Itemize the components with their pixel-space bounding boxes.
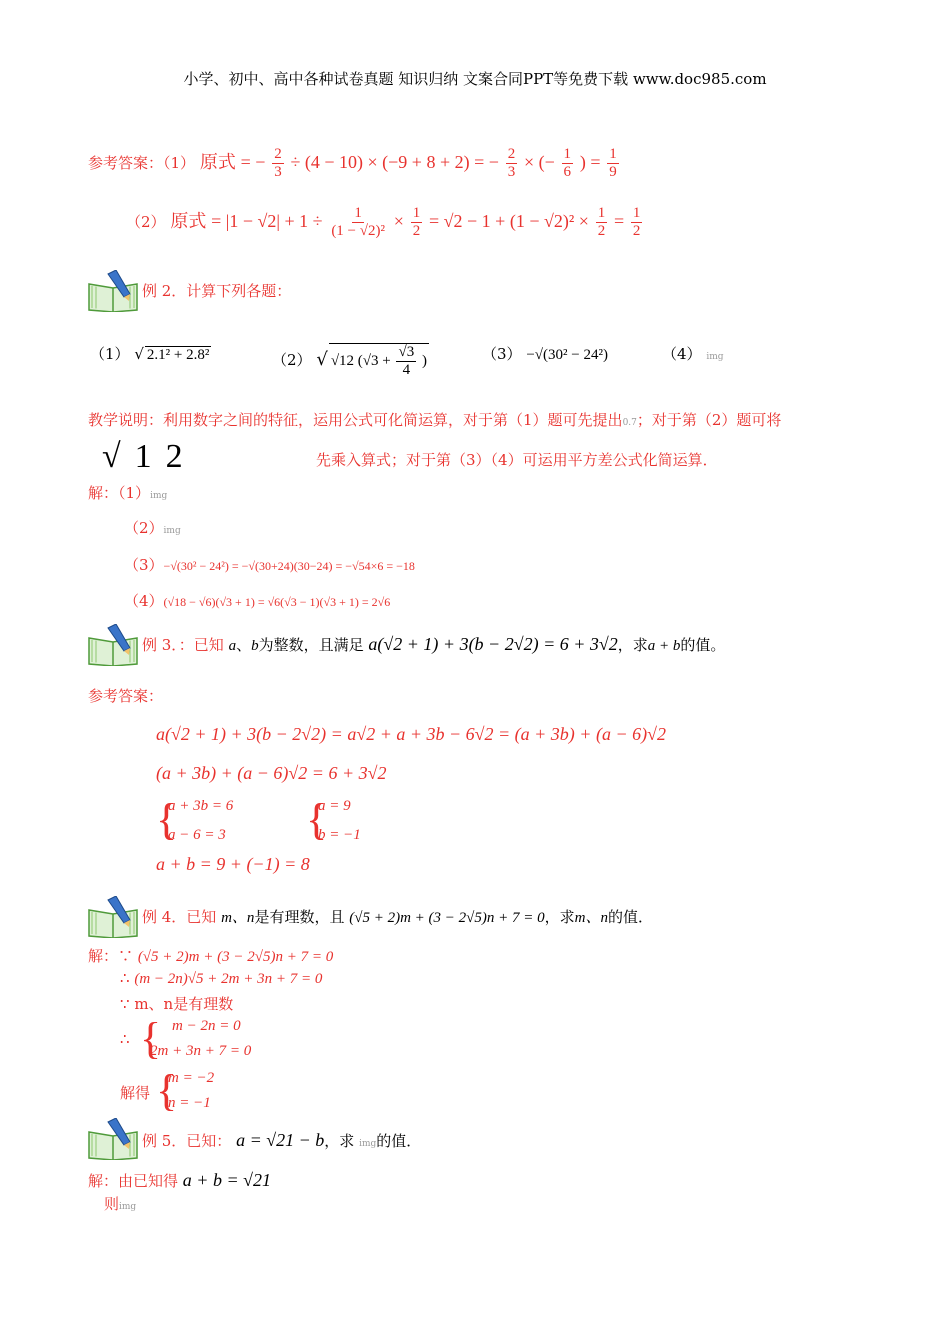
book-pen-icon	[86, 1118, 140, 1160]
ex3-title: 例 3．：已知 a、b为整数，且满足 a(√2 + 1) + 3(b − 2√2) = 6 + 3√2，求a + b的值。	[142, 634, 726, 654]
ex4-sol-line-3: ∵ m、n是有理数	[120, 995, 234, 1013]
ex3-answer-label: 参考答案：	[88, 687, 164, 705]
page-header: 小学、初中、高中各种试卷真题 知识归纳 文案合同PPT等免费下载 www.doc985.com	[183, 70, 767, 88]
big-sqrt12-image: √12	[102, 438, 197, 475]
ex4-result: { m = −2 n = −1	[156, 1066, 215, 1115]
answer-2-line: （2） 原式 = |1 − √2| + 1 ÷ $\frac{1}{\text{(1 − √2)²}}$ × $\frac{1}{2}$ = √2 − 1 + (1 − √2)² × $\frac{1}{2}$ = $\frac{1}{2}$	[126, 205, 641, 240]
ex4-therefore: ∴	[120, 1030, 130, 1048]
formula-image-placeholder: img	[706, 352, 724, 362]
ex2-part-1: （1） √ 2.1² + 2.8²	[90, 345, 210, 363]
ex4-system: { m − 2n = 0 2m + 3n + 7 = 0	[140, 1014, 252, 1063]
yuanshi: 原式	[199, 151, 236, 173]
fraction: $\frac{1}{\text{(1 − √2)²}}$	[331, 205, 385, 240]
ex2-solution-4: （4）(√18 − √6)(√3 + 1) = √6(√3 − 1)(√3 + 1) = 2√6	[124, 592, 391, 610]
book-pen-icon	[86, 624, 140, 666]
ex5-title: 例 5．已知： a = √21 − b，求 img的值．	[142, 1130, 422, 1150]
ex2-solution-3: （3）−√(30² − 24²) = −√(30+24)(30−24) = −√54×6 = −18	[124, 556, 415, 574]
fraction: $\frac{1}{2}$	[632, 205, 641, 240]
ex2-solution-label: 解：（1）img	[88, 484, 168, 502]
fraction: $\frac{1}{2}$	[412, 205, 421, 240]
book-pen-icon	[86, 270, 140, 312]
answer-label: 参考答案：（1）	[88, 153, 196, 172]
ex4-solve-label: 解得	[120, 1084, 151, 1102]
ex3-line-1: a(√2 + 1) + 3(b − 2√2) = a√2 + a + 3b − 6√2 = (a + 3b) + (a − 6)√2	[156, 724, 666, 744]
ex4-title: 例 4．已知 m、n是有理数，且 (√5 + 2)m + (3 − 2√5)n + 7 = 0，求m、n的值．	[142, 908, 653, 926]
ex5-solution: 解：由已知得 a + b = √21	[88, 1170, 271, 1190]
fraction: $\frac{1}{6}$	[563, 146, 572, 181]
ex2-part-3: （3） −√(30² − 24²)	[482, 345, 608, 363]
answer-1-line: 参考答案：（1） 原式 = − $\frac{2}{3}$ ÷ (4 − 10) × (−9 + 8 + 2) = − $\frac{2}{3}$ × (− $\frac{1}{6}$ ) = $\frac{1}{9}$	[88, 146, 617, 181]
teaching-note-cont: 先乘入算式；对于第（3）（4）可运用平方差公式化简运算．	[316, 451, 718, 469]
book-pen-icon	[86, 896, 140, 938]
fraction: $\frac{1}{2}$	[597, 205, 606, 240]
ex2-part-4: （4） img	[662, 345, 724, 363]
ex2-part-2: （2） √ √12 (√3 + $\frac{√3}{4}$ )	[272, 344, 427, 379]
ex4-sol-line-2: ∴ (m − 2n)√5 + 2m + 3n + 7 = 0	[120, 969, 323, 987]
teaching-note: 教学说明：利用数字之间的特征，运用公式可化简运算，对于第（1）题可先提出0.7；对于第（2）题可将	[88, 411, 782, 429]
ex4-sol-line-1: 解：∵ (√5 + 2)m + (3 − 2√5)n + 7 = 0	[88, 947, 334, 965]
ex2-title: 例 2．计算下列各题：	[142, 282, 292, 300]
ex2-solution-2: （2）img	[124, 519, 181, 537]
ex5-then: 则img	[104, 1195, 137, 1213]
ex3-line-2: (a + 3b) + (a − 6)√2 = 6 + 3√2	[156, 763, 387, 783]
fraction: $\frac{2}{3}$	[274, 146, 282, 181]
ex3-line-5: a + b = 9 + (−1) = 8	[156, 854, 310, 874]
fraction: $\frac{1}{9}$	[609, 146, 617, 181]
ex3-system-1: { a + 3b = 6 a − 6 = 3	[156, 795, 234, 844]
fraction: $\frac{2}{3}$	[507, 146, 516, 181]
ex3-system-2: { a = 9 b = −1	[306, 795, 361, 844]
